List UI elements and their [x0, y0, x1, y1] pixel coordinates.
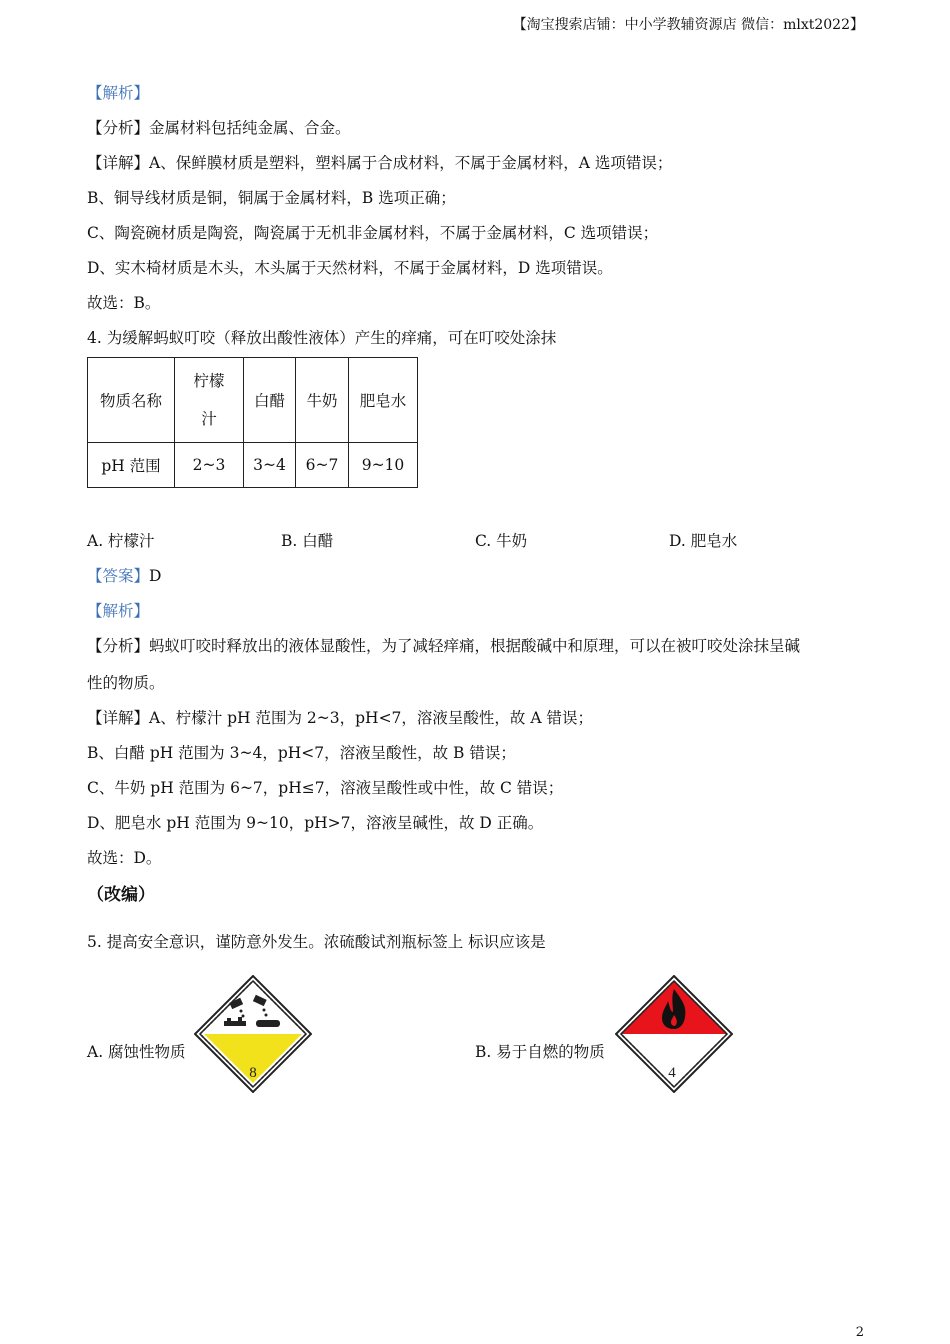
- table-cell: 肥皂水: [349, 358, 418, 443]
- page-header: 【淘宝搜索店铺：中小学教辅资源店 微信：mlxt2022】: [512, 17, 864, 33]
- table-cell: pH 范围: [88, 443, 175, 488]
- flammable-sign-icon: [615, 975, 733, 1093]
- detail-text: B、铜导线材质是铜，铜属于金属材料，B 选项正确；: [87, 189, 456, 207]
- table-cell: 柠檬 汁: [175, 358, 244, 443]
- option-a: A. 腐蚀性物质: [87, 1043, 186, 1061]
- detail-text: C、陶瓷碗材质是陶瓷，陶瓷属于无机非金属材料，不属于金属材料，C 选项错误；: [87, 224, 659, 242]
- corrosive-sign-icon: [194, 975, 312, 1093]
- table-cell: 物质名称: [88, 358, 175, 443]
- answer-choice: 故选：D。: [87, 849, 162, 867]
- detail-text: C、牛奶 pH 范围为 6~7，pH≤7，溶液呈酸性或中性，故 C 错误；: [87, 779, 564, 797]
- analysis-text: 【分析】蚂蚁叮咬时释放出的液体显酸性，为了减轻痒痛，根据酸碱中和原理，可以在被叮咬处涂抹呈碱: [87, 637, 801, 655]
- class-4-number: 4: [668, 1065, 676, 1081]
- table-row: [88, 443, 418, 488]
- detail-text: B、白醋 pH 范围为 3~4，pH<7，溶液呈酸性，故 B 错误；: [87, 744, 516, 762]
- table-row: [88, 358, 418, 443]
- table-cell: 6~7: [296, 443, 349, 488]
- table-cell: 3~4: [244, 443, 296, 488]
- table-cell: 2~3: [175, 443, 244, 488]
- answer-choice: 故选：B。: [87, 294, 161, 312]
- question-4: 4. 为缓解蚂蚁叮咬（释放出酸性液体）产生的痒痛，可在叮咬处涂抹: [87, 329, 557, 347]
- option-b: B. 易于自燃的物质: [475, 1043, 605, 1061]
- ph-table: [87, 357, 418, 488]
- analysis-label: 【解析】: [87, 84, 150, 102]
- question-5: 5. 提高安全意识，谨防意外发生。浓硫酸试剂瓶标签上 标识应该是: [87, 933, 546, 951]
- adapted-label: （改编）: [87, 885, 155, 905]
- detail-text: 【详解】A、柠檬汁 pH 范围为 2~3，pH<7，溶液呈酸性，故 A 错误；: [87, 709, 593, 727]
- option-a: A. 柠檬汁: [87, 532, 155, 550]
- page-number: 2: [855, 1325, 864, 1340]
- table-cell: 白醋: [244, 358, 296, 443]
- option-d: D. 肥皂水: [669, 532, 738, 550]
- table-cell: 9~10: [349, 443, 418, 488]
- analysis-text: 【分析】金属材料包括纯金属、合金。: [87, 119, 351, 137]
- answer-value: D: [149, 567, 162, 585]
- answer-label: 【答案】: [87, 567, 150, 585]
- option-b: B. 白醋: [281, 532, 334, 550]
- detail-text: 【详解】A、保鲜膜材质是塑料，塑料属于合成材料，不属于金属材料，A 选项错误；: [87, 154, 673, 172]
- class-8-number: 8: [249, 1065, 257, 1081]
- detail-text: D、肥皂水 pH 范围为 9~10，pH>7，溶液呈碱性，故 D 正确。: [87, 814, 544, 832]
- option-c: C. 牛奶: [475, 532, 528, 550]
- analysis-text: 性的物质。: [87, 674, 165, 692]
- answer-line: [87, 564, 161, 586]
- table-cell: 牛奶: [296, 358, 349, 443]
- detail-text: D、实木椅材质是木头，木头属于天然材料，不属于金属材料，D 选项错误。: [87, 259, 613, 277]
- analysis-label: 【解析】: [87, 602, 150, 620]
